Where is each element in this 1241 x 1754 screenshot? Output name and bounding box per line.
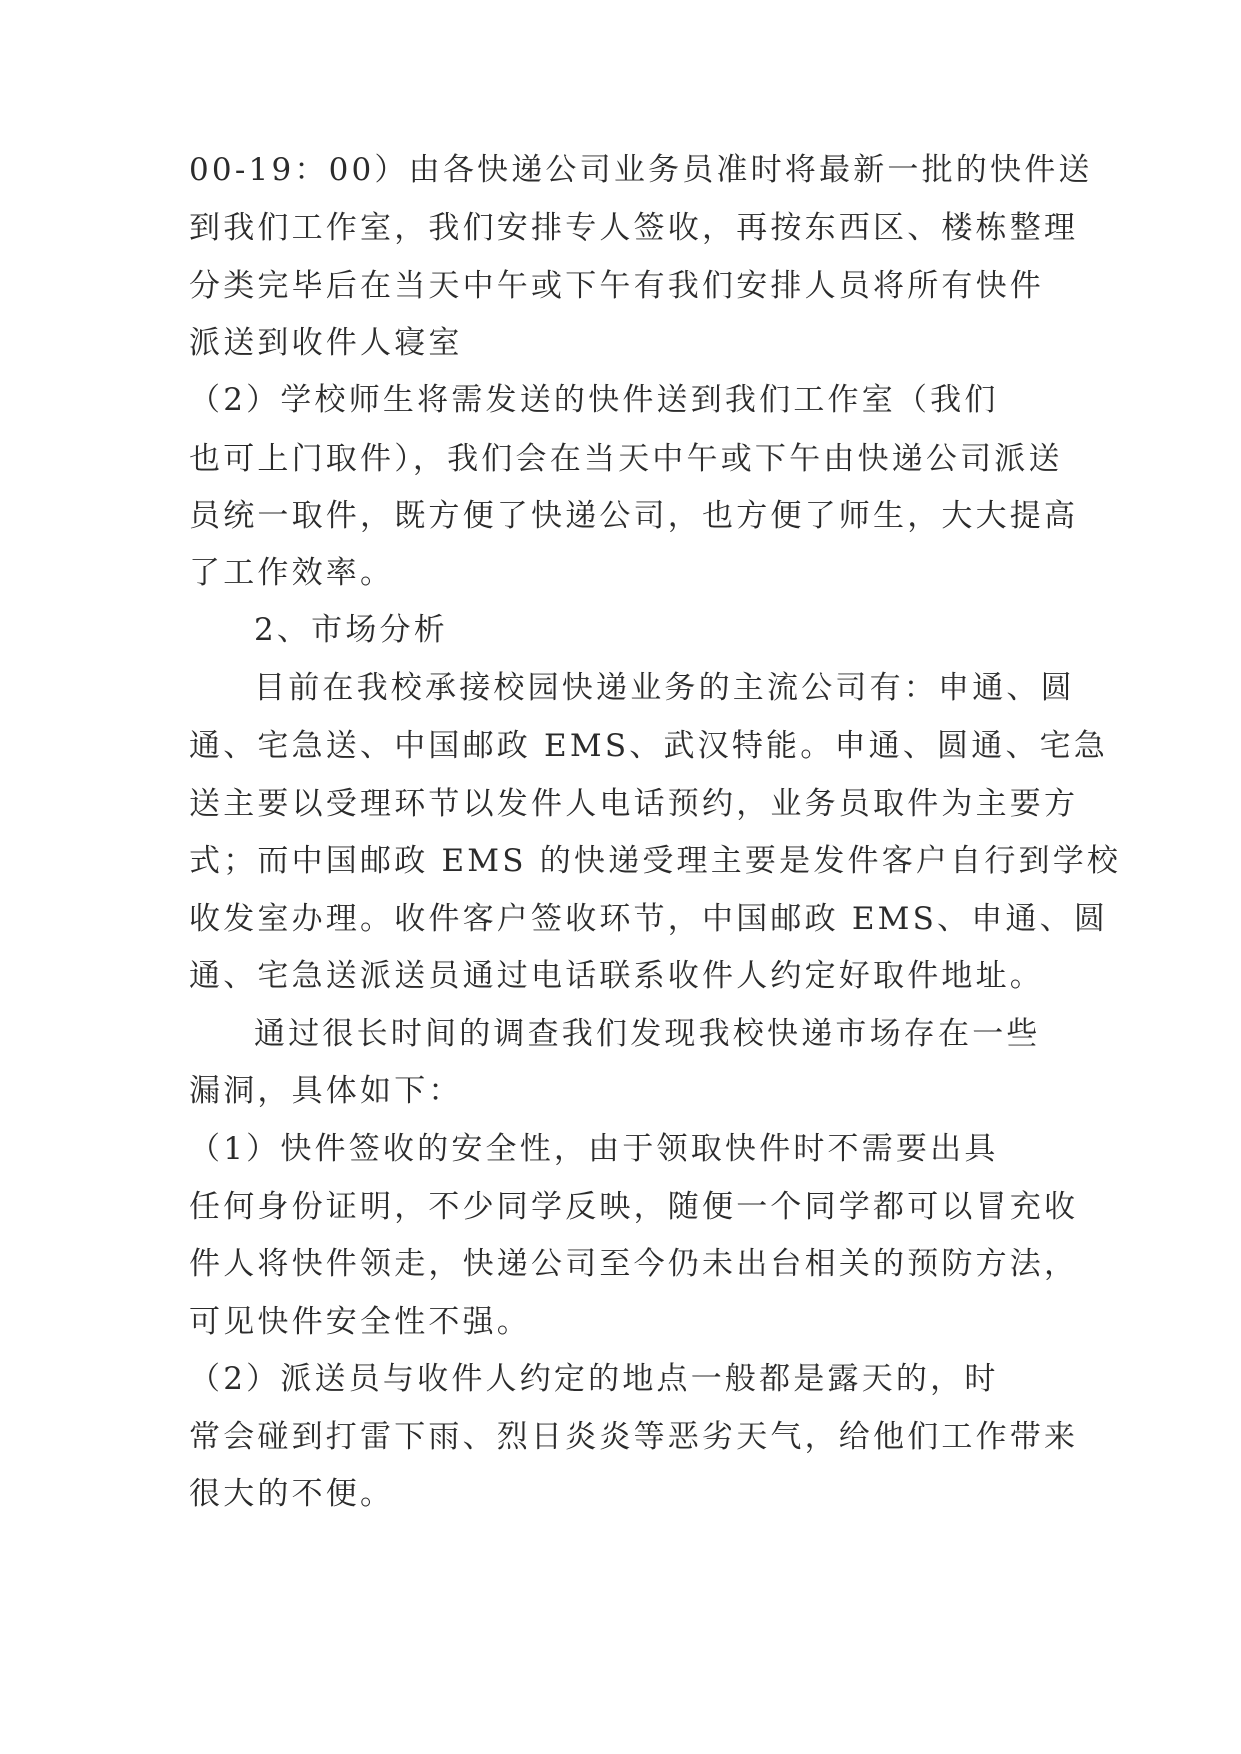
text-line: 分类完毕后在当天中午或下午有我们安排人员将所有快件 (189, 268, 1044, 304)
text-line: 也可上门取件），我们会在当天中午或下午由快递公司派送 (189, 441, 1063, 477)
text-line: 任何身份证明，不少同学反映，随便一个同学都可以冒充收 (189, 1189, 1079, 1225)
text-line: 很大的不便。 (189, 1476, 395, 1512)
text-line-indented: 通过很长时间的调查我们发现我校快递市场存在一些 (254, 1016, 1041, 1052)
text-line-indented: （1）快件签收的安全性，由于领取快件时不需要出具 (189, 1131, 999, 1167)
text-line: 漏洞，具体如下： (189, 1073, 463, 1109)
text-line: 收发室办理。收件客户签收环节，中国邮政 EMS、申通、圆 (189, 901, 1109, 937)
text-line: 派送到收件人寝室 (189, 325, 463, 361)
text-line: 了工作效率。 (189, 555, 395, 591)
text-line: 通、宅急送派送员通过电话联系收件人约定好取件地址。 (189, 958, 1044, 994)
text-line: 常会碰到打雷下雨、烈日炎炎等恶劣天气，给他们工作带来 (189, 1419, 1079, 1455)
text-line: 可见快件安全性不强。 (189, 1304, 531, 1340)
section-heading: 2、市场分析 (254, 612, 448, 648)
text-line: 员统一取件，既方便了快递公司，也方便了师生，大大提高 (189, 498, 1079, 534)
text-line: 00-19：00）由各快递公司业务员准时将最新一批的快件送 (189, 152, 1093, 188)
text-line: 通、宅急送、中国邮政 EMS、武汉特能。申通、圆通、宅急 (189, 728, 1109, 764)
text-line: 到我们工作室，我们安排专人签收，再按东西区、楼栋整理 (189, 210, 1079, 246)
text-line: 件人将快件领走，快递公司至今仍未出台相关的预防方法， (189, 1246, 1079, 1282)
text-line-indented: （2）学校师生将需发送的快件送到我们工作室（我们 (189, 382, 999, 418)
text-line: 式；而中国邮政 EMS 的快递受理主要是发件客户自行到学校 (189, 843, 1122, 879)
text-line-indented: 目前在我校承接校园快递业务的主流公司有：申通、圆 (254, 670, 1075, 706)
text-line: 送主要以受理环节以发件人电话预约，业务员取件为主要方 (189, 786, 1079, 822)
text-line-indented: （2）派送员与收件人约定的地点一般都是露天的，时 (189, 1361, 999, 1397)
